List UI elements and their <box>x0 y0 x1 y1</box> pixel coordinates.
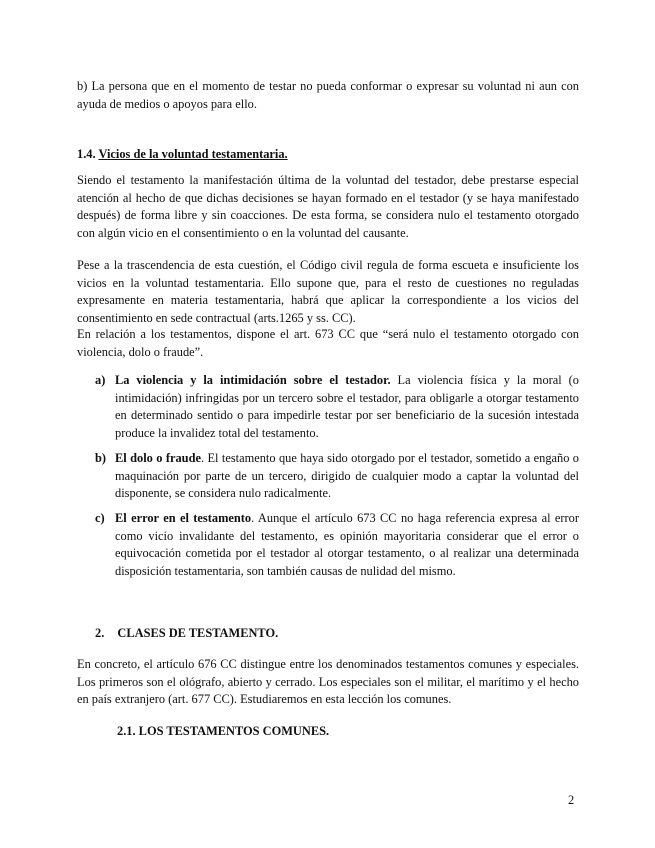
list-marker: c) <box>95 511 105 525</box>
list-marker: b) <box>95 451 107 465</box>
list-item-title: El error en el testamento <box>115 511 252 525</box>
section-title: Vicios de la voluntad testamentaria. <box>98 147 288 161</box>
list-item-text: . Aunque el artículo 673 CC no haga referencia expresa al error como vicio invalidante del testamento, es opinión mayoritaria considerar que el error o equivocación cometida por el testador al otorgar testamento, o al realizar una determinada disposición testamentaria, son también causas de nulidad del mismo. <box>115 511 580 578</box>
section-number: 1.4. <box>77 147 96 161</box>
list-item-body <box>115 510 579 580</box>
list-item-violencia <box>95 372 579 442</box>
list-item-body <box>115 450 579 503</box>
paragraph-concreto: En concreto, el artículo 676 CC distingue entre los denominados testamentos comunes y especiales. Los primeros son el ológrafo, abierto y cerrado. Los especiales son el militar, el marítimo y el hecho en país extranjero (art. 677 CC). Estudiaremos en esta lección los comunes. <box>77 657 579 707</box>
paragraph-siendo: Siendo el testamento la manifestación última de la voluntad del testador, debe prestarse especial atención al hecho de que dichas decisiones se hayan formado en el testador (y se haya manifestado después) de forma libre y sin coacciones. De esta forma, se considera nulo el testamento otorgado con algún vicio en el consentimiento o en la voluntad del causante. <box>77 173 579 240</box>
section-heading-1-4 <box>77 146 288 164</box>
paragraph-incapacity-b: b) La persona que en el momento de testar no pueda conformar o expresar su voluntad ni aun con ayuda de medios o apoyos para ello. <box>77 79 579 111</box>
section-number: 2. <box>95 626 105 640</box>
section-title: CLASES DE TESTAMENTO. <box>117 626 279 640</box>
subsection-heading-2-1: 2.1. LOS TESTAMENTOS COMUNES. <box>117 724 330 738</box>
list-item-error <box>95 510 579 580</box>
paragraph-pese: Pese a la trascendencia de esta cuestión, el Código civil regula de forma escueta e insuficiente los vicios en la voluntad testamentaria. Ello supone que, para el resto de cuestiones no reguladas expresamente en materia testamentaria, habrá que aplicar la correspondiente a los vicios del consentimiento en sede contractual (arts.1265 y ss. CC). <box>77 258 579 325</box>
list-item-title: La violencia y la intimidación sobre el testador. <box>115 373 391 387</box>
section-heading-2 <box>95 625 278 643</box>
paragraph-relacion: En relación a los testamentos, dispone el art. 673 CC que “será nulo el testamento otorgado con violencia, dolo o fraude”. <box>77 327 579 359</box>
list-item-text: La violencia física y la moral (o intimidación) infringidas por un tercero sobre el testador, para obligarle a otorgar testamento en determinado sentido o para impedirle testar por ser beneficiario de la sucesión intestada produce la invalidez total del testamento. <box>115 373 579 440</box>
list-item-dolo <box>95 450 579 503</box>
page-number: 2 <box>568 793 575 807</box>
list-item-text: . El testamento que haya sido otorgado por el testador, sometido a engaño o maquinación por parte de un tercero, dirigido de cualquier modo a captar la voluntad del disponente, se considera nulo radicalmente. <box>115 451 580 501</box>
list-item-body <box>115 372 579 442</box>
list-item-title: El dolo o fraude <box>115 451 201 465</box>
list-marker: a) <box>95 373 106 387</box>
